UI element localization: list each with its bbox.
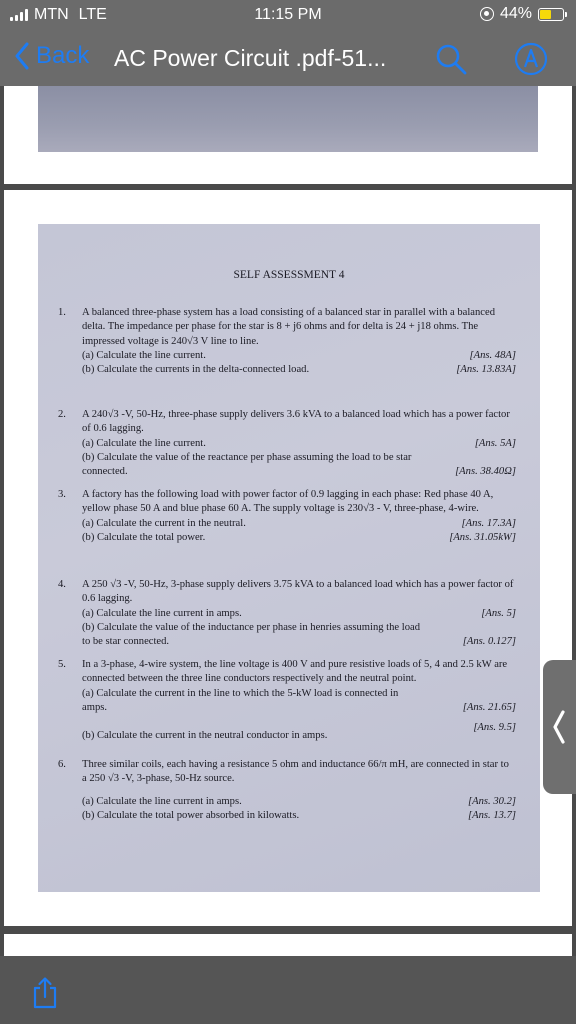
question-5 (58, 658, 516, 743)
status-time: 11:15 PM (254, 6, 322, 23)
markup-icon[interactable] (514, 42, 548, 76)
part-label: (a) (82, 517, 94, 529)
part-label: (b) (82, 451, 95, 463)
part-text: Calculate the total power absorbed in kilowatts. (97, 809, 300, 821)
page-viewer[interactable] (0, 86, 576, 956)
question-part (82, 621, 516, 650)
question-number: 4. (58, 579, 66, 590)
question-text: In a 3-phase, 4-wire system, the line voltage is 400 V and pure resistive loads of 5, 4 and 2.5 kW are connected between the three line conductors respectively and the neutral point. (82, 659, 508, 685)
question-text: A factory has the following load with power factor of 0.9 lagging in each phase: Red phase 40 A, yellow phase 50 A and blue phase 60 A. The supply voltage is 230√3 - V, three-phase, 4-wire. (82, 489, 494, 515)
network-label: LTE (78, 6, 107, 23)
answer-label: [Ans. 0.127] (462, 635, 516, 647)
part-label: (b) (82, 531, 95, 543)
part-label: (b) (82, 809, 95, 821)
part-text: Calculate the line current in amps. (96, 607, 242, 619)
share-icon[interactable] (30, 976, 60, 1010)
current-page (4, 190, 572, 926)
answer-label: [Ans. 38.40Ω] (455, 465, 516, 477)
answer-label: [Ans. 31.05kW] (449, 531, 516, 543)
chevron-left-icon (14, 42, 30, 70)
question-part (82, 349, 516, 363)
question-part (82, 795, 516, 809)
thumbnail-drawer-handle[interactable] (543, 660, 576, 794)
next-page (4, 934, 572, 956)
question-part (82, 517, 516, 531)
part-label: (a) (82, 795, 94, 807)
answer-label: [Ans. 9.5] (473, 722, 516, 734)
part-text: Calculate the currents in the delta-connected load. (97, 364, 310, 376)
document-title: AC Power Circuit .pdf-51... (114, 45, 387, 71)
question-number: 1. (58, 307, 66, 318)
back-label: Back (36, 42, 90, 69)
answer-label: [Ans. 5A] (474, 437, 516, 449)
status-bar (0, 0, 576, 30)
back-button[interactable] (14, 42, 89, 70)
part-label: (b) (82, 621, 95, 633)
part-label: (a) (82, 437, 94, 449)
question-text: A 250 √3 -V, 50-Hz, 3-phase supply delivers 3.75 kVA to a balanced load which has a power factor of 0.6 lagging. (82, 579, 514, 605)
question-6 (58, 758, 516, 823)
carrier-label: MTN (34, 6, 69, 23)
part-text: Calculate the current in the neutral conductor in amps. (97, 730, 328, 742)
part-label: (b) (82, 730, 95, 742)
question-number: 2. (58, 409, 66, 420)
question-part (82, 722, 516, 743)
battery-fill (540, 10, 551, 19)
answer-label: [Ans. 13.83A] (456, 364, 516, 376)
part-label: (a) (82, 687, 94, 699)
question-4 (58, 578, 516, 649)
question-number: 6. (58, 759, 66, 770)
question-part (82, 451, 516, 480)
question-1 (58, 306, 516, 377)
battery-percent: 44% (499, 5, 532, 22)
part-text: Calculate the value of the inductance per phase in henries assuming the load to be star connected. (82, 621, 421, 648)
search-icon[interactable] (434, 42, 468, 76)
question-part (82, 687, 516, 716)
part-text: Calculate the line current. (96, 349, 206, 361)
previous-page-photo (38, 86, 538, 152)
part-text: Calculate the total power. (97, 531, 206, 543)
question-text: Three similar coils, each having a resistance 5 ohm and inductance 66/π mH, are connected in star to a 250 √3 -V, 3-phase, 50-Hz source. (82, 759, 509, 785)
part-text: Calculate the current in the neutral. (96, 517, 246, 529)
part-label: (a) (82, 349, 94, 361)
answer-label: [Ans. 21.65] (462, 701, 516, 713)
nav-bar (0, 30, 576, 86)
question-text: A 240√3 -V, 50-Hz, three-phase supply delivers 3.6 kVA to a balanced load which has a power factor of 0.6 lagging. (82, 409, 510, 435)
orientation-lock-icon (480, 7, 494, 21)
part-label: (a) (82, 607, 94, 619)
question-number: 3. (58, 489, 66, 500)
answer-label: [Ans. 17.3A] (461, 517, 516, 529)
question-part (82, 809, 516, 823)
battery-icon (538, 8, 564, 21)
question-part (82, 363, 516, 377)
question-3 (58, 488, 516, 545)
part-text: Calculate the line current in amps. (96, 795, 242, 807)
previous-page (4, 86, 572, 184)
question-text: A balanced three-phase system has a load consisting of a balanced star in parallel with a balanced delta. The impedance per phase for the star is 8 + j6 ohms and for delta is 24 + j18 ohms. The impressed voltage is 240√3 V line to line. (82, 307, 496, 347)
chevron-left-icon (552, 710, 566, 744)
part-text: Calculate the value of the reactance per phase assuming the load to be star connected. (82, 451, 412, 478)
part-label: (b) (82, 364, 95, 376)
question-part (82, 607, 516, 621)
status-right (480, 5, 564, 23)
bottom-toolbar (0, 956, 576, 1024)
question-part (82, 531, 516, 545)
answer-label: [Ans. 30.2] (468, 795, 516, 807)
part-text: Calculate the current in the line to which the 5-kW load is connected in amps. (82, 687, 399, 713)
answer-label: [Ans. 13.7] (468, 809, 516, 821)
question-part (82, 437, 516, 451)
assessment-heading: SELF ASSESSMENT 4 (233, 269, 345, 281)
question-number: 5. (58, 659, 66, 670)
part-text: Calculate the line current. (96, 437, 206, 449)
answer-label: [Ans. 5] (481, 607, 516, 619)
question-2 (58, 408, 516, 479)
answer-label: [Ans. 48A] (469, 349, 516, 361)
document-photo (38, 224, 540, 892)
